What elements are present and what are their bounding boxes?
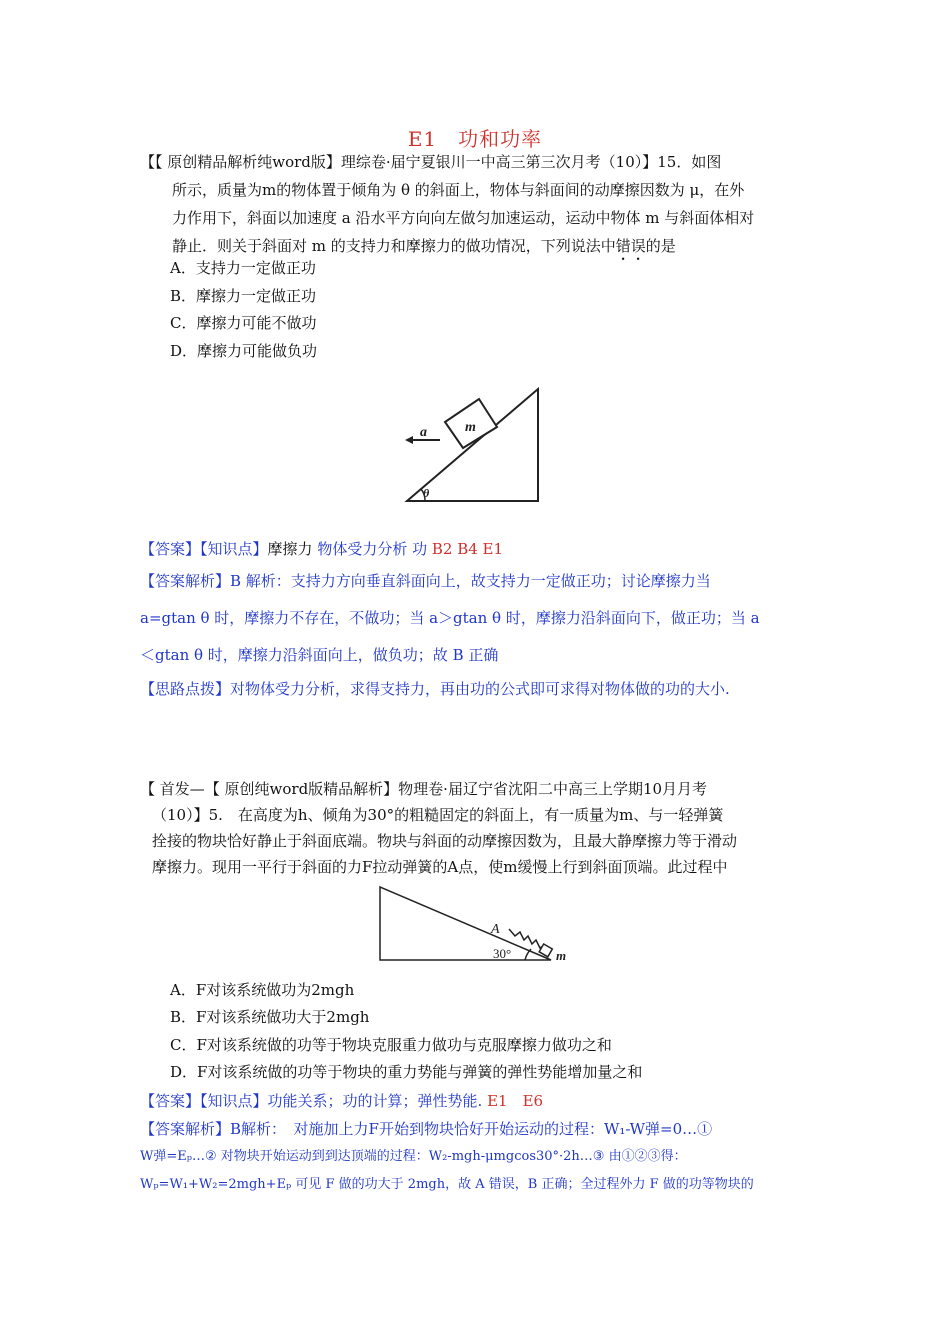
question-1 (140, 148, 830, 264)
mass-label: m (465, 420, 476, 435)
q1-hint-line (140, 678, 730, 700)
q2-analysis-line2: W弹=Eₚ…② 对物块开始运动到到达顶端的过程：W₂-mgh-μmgcos30°·2h…③ 由①②③得： (140, 1149, 687, 1164)
q2-line4: 摩擦力。现用一平行于斜面的力F拉动弹簧的A点，使m缓慢上行到斜面顶端。此过程中 (152, 858, 728, 876)
question-2 (140, 776, 820, 880)
q1-kp-text: 摩擦力 (267, 540, 318, 558)
incline-figure-2 (375, 882, 575, 967)
section-heading: E1 功和功率 (407, 127, 543, 151)
q2-analysis-line1 (140, 1118, 712, 1140)
q1-hint-text: 对物体受力分析，求得支持力，再由功的公式即可求得对物体做的功的大小. (230, 680, 730, 698)
q1-answer-tag: 【答案】 (140, 540, 201, 558)
q2-kp-codes: E1 E6 (487, 1092, 544, 1110)
q1-hint-tag: 【思路点拨】 (140, 680, 231, 698)
angle-label: θ (423, 486, 430, 500)
q2-answer-tag: 【答案】 (140, 1092, 201, 1110)
q2-option-b: B．F对该系统做功大于2mgh (170, 1008, 370, 1026)
q2-option-d: D．F对该系统做的功等于物块的重力势能与弹簧的弹性势能增加量之和 (170, 1063, 643, 1081)
q2-source: 【 首发—【 原创纯word版精品解析】物理卷·届辽宁省沈阳二中高三上学期10月月考 (140, 780, 708, 798)
q2-answer-line (140, 1090, 543, 1112)
mass-label-2: m (556, 948, 567, 963)
q1-body-line2: 所示，质量为m的物体置于倾角为 θ 的斜面上，物体与斜面间的动摩擦因数为 μ，在外 (172, 181, 745, 199)
q2-analysis-line3: Wₚ=W₁+W₂=2mgh+Eₚ 可见 F 做的功大于 2mgh，故 A 错误，B 正确；全过程外力 F 做的功等物块的 (140, 1177, 754, 1192)
q1-source: 【【 原创精品解析纯word版】理综卷·届宁夏银川一中高三第三次月考（10）】15．如图 (140, 153, 722, 171)
q2-kp-text: 功能关系；功的计算；弹性势能. (267, 1092, 483, 1110)
q1-analysis-line1 (140, 570, 711, 592)
q1-body-line4-pre: 静止．则关于斜面对 m 的支持力和摩擦力的做功情况，下列说法中 (172, 237, 616, 255)
angle-30-label: 30° (493, 946, 512, 961)
q2-line2: （10）】5. 在高度为h、倾角为30°的粗糙固定的斜面上，有一质量为m、与一轻弹簧 (152, 806, 724, 824)
q2-option-c: C．F对该系统做的功等于物块克服重力做功与克服摩擦力做功之和 (170, 1036, 612, 1054)
q2-option-a: A．F对该系统做功为2mgh (170, 981, 355, 999)
q1-analysis-line2: a=gtan θ 时，摩擦力不存在，不做功；当 a＞gtan θ 时，摩擦力沿斜面向下，做正功；当 a (140, 609, 760, 627)
q1-option-b: B．摩擦力一定做正功 (170, 287, 317, 305)
spring (509, 929, 543, 948)
q2-kp-tag: 【知识点】 (200, 1092, 268, 1110)
accel-label: a (420, 425, 427, 440)
incline-figure-1 (395, 385, 555, 510)
q1-kp-codes: B2 B4 E1 (431, 540, 504, 558)
q1-analysis-line3: ＜gtan θ 时，摩擦力沿斜面向上，做负功；故 B 正确 (140, 646, 499, 664)
q1-answer-line (140, 538, 503, 560)
q2-analysis-text1: B解析： 对施加上力F开始到物块恰好开始运动的过程：W₁-W弹=0…① (230, 1120, 713, 1138)
q1-option-c: C．摩擦力可能不做功 (170, 314, 317, 332)
block-2 (539, 944, 552, 957)
q1-analysis-text1: B 解析：支持力方向垂直斜面向上，故支持力一定做正功；讨论摩擦力当 (230, 572, 711, 590)
q1-emphasis: 错误 (615, 237, 646, 255)
q2-line3: 拴接的物块恰好静止于斜面底端。物块与斜面的动摩擦因数为，且最大静摩擦力等于滑动 (152, 832, 738, 850)
q1-body-line4-post: 的是 (645, 237, 676, 255)
q1-kp-tag: 【知识点】 (200, 540, 268, 558)
q2-analysis-tag: 【答案解析】 (140, 1120, 231, 1138)
q1-body-line3: 力作用下，斜面以加速度 a 沿水平方向向左做匀加速运动，运动中物体 m 与斜面体相对 (172, 209, 755, 227)
q1-option-d: D．摩擦力可能做负功 (170, 342, 318, 360)
point-a-label: A (491, 922, 500, 937)
incline-triangle-2 (380, 887, 551, 960)
q1-kp-text-blue: 物体受力分析 功 (317, 540, 432, 558)
q1-analysis-tag: 【答案解析】 (140, 572, 231, 590)
q1-option-a: A．支持力一定做正功 (170, 259, 316, 277)
